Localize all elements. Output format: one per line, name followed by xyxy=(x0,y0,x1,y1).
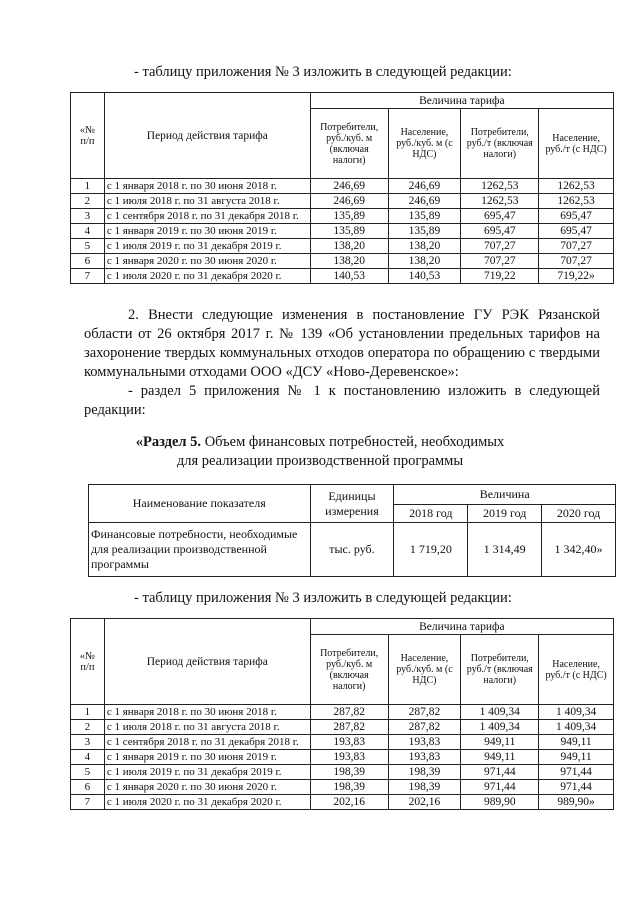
table-row xyxy=(71,720,614,735)
tariff-table-1-body xyxy=(71,179,614,284)
row-population-t: 949,11 xyxy=(539,735,614,750)
financial-table xyxy=(88,484,616,577)
table-row xyxy=(71,795,614,810)
row-population-m3: 135,89 xyxy=(388,224,461,239)
table-row xyxy=(71,269,614,284)
header-consumers-t: Потребители, руб./т (включая налоги) xyxy=(461,635,539,705)
row-number: 5 xyxy=(71,765,105,780)
tariff-table-1 xyxy=(70,92,614,284)
row-population-m3: 138,20 xyxy=(388,239,461,254)
row-consumers-t: 1 409,34 xyxy=(461,705,539,720)
fin-year-2019: 2019 год xyxy=(468,505,542,523)
fin-year-2020: 2020 год xyxy=(542,505,616,523)
row-consumers-m3: 138,20 xyxy=(310,254,388,269)
fin-header-name: Наименование показателя xyxy=(89,485,311,523)
row-period: с 1 июля 2019 г. по 31 декабря 2019 г. xyxy=(104,765,310,780)
row-consumers-t: 949,11 xyxy=(461,735,539,750)
row-number: 4 xyxy=(71,750,105,765)
row-consumers-m3: 287,82 xyxy=(310,720,388,735)
row-population-t: 989,90» xyxy=(539,795,614,810)
row-period: с 1 января 2018 г. по 30 июня 2018 г. xyxy=(104,179,310,194)
table-row xyxy=(71,750,614,765)
row-population-m3: 246,69 xyxy=(388,179,461,194)
header-value: Величина тарифа xyxy=(310,93,613,109)
header-period: Период действия тарифа xyxy=(104,619,310,705)
row-consumers-m3: 202,16 xyxy=(310,795,388,810)
header-period: Период действия тарифа xyxy=(104,93,310,179)
row-number: 7 xyxy=(71,269,105,284)
tariff-table-2 xyxy=(70,618,614,810)
row-population-m3: 193,83 xyxy=(388,750,461,765)
row-consumers-m3: 193,83 xyxy=(310,750,388,765)
table-row xyxy=(71,735,614,750)
header-num: «№ п/п xyxy=(71,93,105,179)
row-population-m3: 246,69 xyxy=(388,194,461,209)
row-consumers-m3: 287,82 xyxy=(310,705,388,720)
fin-header-value: Величина xyxy=(394,485,616,505)
row-population-t: 971,44 xyxy=(539,765,614,780)
row-consumers-t: 695,47 xyxy=(461,209,539,224)
row-period: с 1 июля 2020 г. по 31 декабря 2020 г. xyxy=(104,795,310,810)
row-period: с 1 января 2019 г. по 30 июня 2019 г. xyxy=(104,224,310,239)
header-population-m3: Население, руб./куб. м (с НДС) xyxy=(388,635,461,705)
table-row xyxy=(71,705,614,720)
row-consumers-m3: 138,20 xyxy=(310,239,388,254)
header-consumers-t: Потребители, руб./т (включая налоги) xyxy=(461,109,539,179)
row-consumers-t: 1262,53 xyxy=(461,194,539,209)
table-row xyxy=(71,254,614,269)
row-population-m3: 198,39 xyxy=(388,765,461,780)
tariff-table-2-header xyxy=(71,619,614,705)
row-consumers-m3: 135,89 xyxy=(310,209,388,224)
row-consumers-m3: 246,69 xyxy=(310,194,388,209)
row-consumers-t: 707,27 xyxy=(461,254,539,269)
row-consumers-t: 971,44 xyxy=(461,780,539,795)
row-number: 2 xyxy=(71,194,105,209)
row-population-t: 1262,53 xyxy=(539,194,614,209)
paragraph-3: - раздел 5 приложения № 1 к постановлению изложить в следующей редакции: xyxy=(84,383,600,418)
row-period: с 1 июля 2018 г. по 31 августа 2018 г. xyxy=(104,194,310,209)
fin-value-2018: 1 719,20 xyxy=(394,523,468,577)
row-population-t: 1 409,34 xyxy=(539,705,614,720)
row-consumers-m3: 193,83 xyxy=(310,735,388,750)
row-population-m3: 138,20 xyxy=(388,254,461,269)
row-population-t: 695,47 xyxy=(539,209,614,224)
row-population-t: 1 409,34 xyxy=(539,720,614,735)
row-population-t: 719,22» xyxy=(539,269,614,284)
row-population-t: 707,27 xyxy=(539,239,614,254)
row-period: с 1 сентября 2018 г. по 31 декабря 2018 г. xyxy=(104,735,310,750)
row-population-t: 707,27 xyxy=(539,254,614,269)
header-population-t: Население, руб./т (с НДС) xyxy=(539,109,614,179)
row-period: с 1 июля 2019 г. по 31 декабря 2019 г. xyxy=(104,239,310,254)
header-num: «№ п/п xyxy=(71,619,105,705)
row-consumers-t: 719,22 xyxy=(461,269,539,284)
paragraph-2: 2. Внести следующие изменения в постановление ГУ РЭК Рязанской области от 26 октября 2017 г. № 139 «Об установлении предельных тарифов на захоронение твердых коммунальных отходов оператора по обращению с твердыми коммунальными отходами ООО «ДСУ «Ново-Деревенское»: xyxy=(84,307,600,380)
row-population-t: 971,44 xyxy=(539,780,614,795)
row-number: 1 xyxy=(71,179,105,194)
table-row xyxy=(71,780,614,795)
fin-header-unit: Единицы измерения xyxy=(310,485,394,523)
row-number: 6 xyxy=(71,780,105,795)
fin-year-2018: 2018 год xyxy=(394,505,468,523)
row-population-t: 949,11 xyxy=(539,750,614,765)
row-consumers-t: 1262,53 xyxy=(461,179,539,194)
heading-table-2: - таблицу приложения № 3 изложить в следующей редакции: xyxy=(134,590,512,606)
row-population-m3: 287,82 xyxy=(388,705,461,720)
row-consumers-t: 707,27 xyxy=(461,239,539,254)
fin-row-unit: тыс. руб. xyxy=(310,523,394,577)
table-row xyxy=(71,239,614,254)
row-population-m3: 202,16 xyxy=(388,795,461,810)
fin-row-name: Финансовые потребности, необходимые для реализации производственной программы xyxy=(89,523,311,577)
row-period: с 1 июля 2018 г. по 31 августа 2018 г. xyxy=(104,720,310,735)
table-row xyxy=(71,224,614,239)
header-value: Величина тарифа xyxy=(310,619,613,635)
row-period: с 1 января 2018 г. по 30 июня 2018 г. xyxy=(104,705,310,720)
row-population-m3: 140,53 xyxy=(388,269,461,284)
heading-table-1: - таблицу приложения № 3 изложить в следующей редакции: xyxy=(134,64,512,80)
row-number: 4 xyxy=(71,224,105,239)
paragraph-block xyxy=(84,306,600,420)
row-population-m3: 135,89 xyxy=(388,209,461,224)
row-number: 6 xyxy=(71,254,105,269)
row-period: с 1 июля 2020 г. по 31 декабря 2020 г. xyxy=(104,269,310,284)
table-row xyxy=(71,179,614,194)
row-consumers-m3: 135,89 xyxy=(310,224,388,239)
section-title-line1: Объем финансовых потребностей, необходимых xyxy=(201,434,505,450)
header-population-t: Население, руб./т (с НДС) xyxy=(539,635,614,705)
table-row xyxy=(71,765,614,780)
header-consumers-m3: Потребители, руб./куб. м (включая налоги) xyxy=(310,109,388,179)
tariff-table-1-header xyxy=(71,93,614,179)
row-consumers-m3: 246,69 xyxy=(310,179,388,194)
row-number: 3 xyxy=(71,735,105,750)
row-number: 7 xyxy=(71,795,105,810)
row-number: 2 xyxy=(71,720,105,735)
row-consumers-m3: 140,53 xyxy=(310,269,388,284)
row-period: с 1 января 2019 г. по 30 июня 2019 г. xyxy=(104,750,310,765)
row-population-t: 1262,53 xyxy=(539,179,614,194)
row-consumers-t: 989,90 xyxy=(461,795,539,810)
row-number: 3 xyxy=(71,209,105,224)
row-period: с 1 января 2020 г. по 30 июня 2020 г. xyxy=(104,254,310,269)
header-consumers-m3: Потребители, руб./куб. м (включая налоги) xyxy=(310,635,388,705)
table-row xyxy=(71,194,614,209)
row-period: с 1 января 2020 г. по 30 июня 2020 г. xyxy=(104,780,310,795)
row-period: с 1 сентября 2018 г. по 31 декабря 2018 г. xyxy=(104,209,310,224)
row-population-m3: 287,82 xyxy=(388,720,461,735)
row-consumers-t: 1 409,34 xyxy=(461,720,539,735)
row-population-m3: 198,39 xyxy=(388,780,461,795)
header-population-m3: Население, руб./куб. м (с НДС) xyxy=(388,109,461,179)
row-consumers-t: 949,11 xyxy=(461,750,539,765)
row-number: 1 xyxy=(71,705,105,720)
section-title-line2: для реализации производственной программы xyxy=(176,453,464,469)
section-label: «Раздел 5. xyxy=(135,434,202,450)
row-consumers-m3: 198,39 xyxy=(310,765,388,780)
fin-value-2020: 1 342,40» xyxy=(542,523,616,577)
row-population-m3: 193,83 xyxy=(388,735,461,750)
tariff-table-2-body xyxy=(71,705,614,810)
section-title xyxy=(90,433,550,471)
row-population-t: 695,47 xyxy=(539,224,614,239)
row-consumers-t: 695,47 xyxy=(461,224,539,239)
table-row xyxy=(71,209,614,224)
row-number: 5 xyxy=(71,239,105,254)
fin-value-2019: 1 314,49 xyxy=(468,523,542,577)
row-consumers-m3: 198,39 xyxy=(310,780,388,795)
row-consumers-t: 971,44 xyxy=(461,765,539,780)
